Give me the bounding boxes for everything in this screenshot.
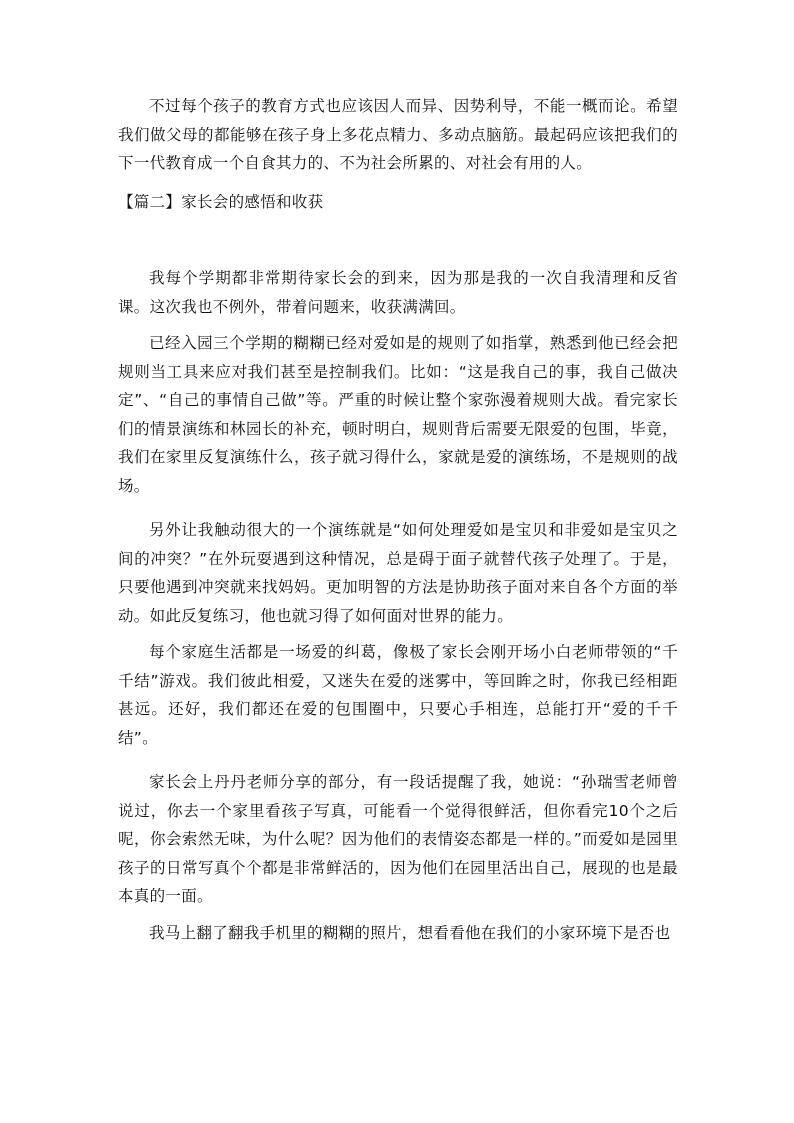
body-paragraph: 另外让我触动很大的一个演练就是“如何处理爱如是宝贝和非爱如是宝贝之间的冲突？”在外玩耍遇到这种情况，总是碍于面子就替代孩子处理了。于是，只要他遇到冲突就来找妈妈。更加明智的方法是协助孩子面对来自各个方面的举动。如此反复练习，他也就习得了如何面对世界的能力。 — [118, 521, 678, 625]
body-paragraph: 每个家庭生活都是一场爱的纠葛，像极了家长会刚开场小白老师带领的“千千结”游戏。我们彼此相爱，又迷失在爱的迷雾中，等回眸之时，你我已经相距甚远。还好，我们都还在爱的包围圈中，只要心手相连，总能打开“爱的千千结”。 — [118, 643, 678, 747]
intro-paragraph: 不过每个孩子的教育方式也应该因人而异、因势利导，不能一概而论。希望我们做父母的都能够在孩子身上多花点精力、多动点脑筋。最起码应该把我们的下一代教育成一个自食其力的、不为社会所累的、对社会有用的人。 — [118, 97, 678, 172]
section-heading: 【篇二】家长会的感悟和收获 — [118, 192, 324, 211]
body-paragraph: 已经入园三个学期的糊糊已经对爱如是的规则了如指掌，熟悉到他已经会把规则当工具来应对我们甚至是控制我们。比如：“这是我自己的事，我自己做决定”、“自己的事情自己做”等。严重的时候让整个家弥漫着规则大战。看完家长们的情景演练和林园长的补充，顿时明白，规则背后需要无限爱的包围，毕竟，我们在家里反复演练什么，孩子就习得什么，家就是爱的演练场，不是规则的战场。 — [118, 334, 678, 495]
body-paragraph: 我每个学期都非常期待家长会的到来，因为那是我的一次自我清理和反省课。这次我也不例外，带着问题来，收获满满回。 — [118, 269, 678, 316]
document-page — [118, 92, 678, 947]
body-paragraph: 家长会上丹丹老师分享的部分，有一段话提醒了我，她说：“孙瑞雪老师曾说过，你去一个家里看孩子写真，可能看一个觉得很鲜活，但你看完10个之后呢，你会索然无味，为什么呢？因为他们的表情姿态都是一样的。”而爱如是园里孩子的日常写真个个都是非常鲜活的，因为他们在园里活出自己，展现的也是最本真的一面。 — [118, 773, 678, 905]
body-paragraph: 我马上翻了翻我手机里的糊糊的照片，想看看他在我们的小家环境下是否也 — [149, 923, 671, 942]
